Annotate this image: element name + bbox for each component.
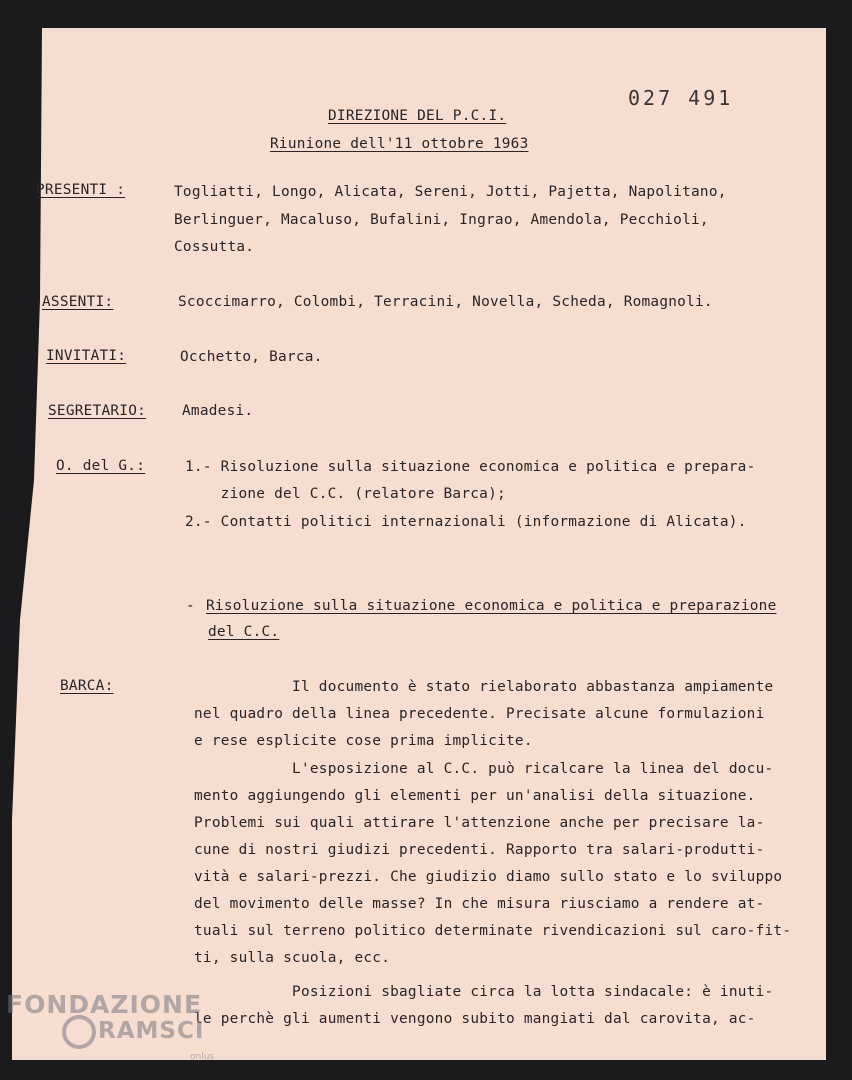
watermark-small: onlus [190, 1052, 215, 1062]
invitati-value: Occhetto, Barca. [180, 349, 323, 365]
speech-line: Il documento è stato rielaborato abbastanza ampiamente [194, 679, 774, 695]
section-heading: Risoluzione sulla situazione economica e politica e preparazione [206, 598, 777, 614]
document-number: 027 491 [628, 86, 734, 110]
speech-line: L'esposizione al C.C. può ricalcare la linea del docu- [194, 761, 774, 777]
presenti-label: PRESENTI : [36, 182, 126, 198]
section-heading: del C.C. [208, 624, 280, 640]
assenti-label: ASSENTI: [42, 294, 114, 310]
odg-line: 2.- Contatti politici internazionali (informazione di Alicata). [185, 514, 747, 530]
presenti-line: Togliatti, Longo, Alicata, Sereni, Jotti, Pajetta, Napolitano, [174, 184, 727, 200]
speech-line: cune di nostri giudizi precedenti. Rapporto tra salari-produtti- [194, 842, 765, 858]
document-title: DIREZIONE DEL P.C.I. [328, 108, 507, 124]
speaker-label: BARCA: [60, 678, 114, 694]
speech-line: le perchè gli aumenti vengono subito mangiati dal carovita, ac- [194, 1011, 756, 1027]
speech-line: tuali sul terreno politico determinate rivendicazioni sul caro-fit- [194, 923, 792, 939]
segretario-value: Amadesi. [182, 403, 254, 419]
watermark-line2: RAMSCI [98, 1018, 205, 1044]
speech-line: ti, sulla scuola, ecc. [194, 950, 391, 966]
speech-line: Posizioni sbagliate circa la lotta sindacale: è inuti- [194, 984, 774, 1000]
speech-line: vità e salari-prezzi. Che giudizio diamo sullo stato e lo sviluppo [194, 869, 783, 885]
watermark-line1: FONDAZIONE [6, 990, 203, 1019]
presenti-line: Berlinguer, Macaluso, Bufalini, Ingrao, Amendola, Pecchioli, [174, 212, 709, 228]
speech-line: nel quadro della linea precedente. Precisate alcune formulazioni [194, 706, 765, 722]
invitati-label: INVITATI: [46, 348, 127, 364]
watermark-g-icon [62, 1015, 96, 1049]
segretario-label: SEGRETARIO: [48, 403, 147, 419]
speech-line: Problemi sui quali attirare l'attenzione anche per precisare la- [194, 815, 765, 831]
odg-line: zione del C.C. (relatore Barca); [185, 486, 506, 502]
meeting-date: Riunione dell'11 ottobre 1963 [270, 136, 529, 152]
odg-label: O. del G.: [56, 458, 146, 474]
odg-line: 1.- Risoluzione sulla situazione economica e politica e prepara- [185, 459, 756, 475]
assenti-value: Scoccimarro, Colombi, Terracini, Novella, Scheda, Romagnoli. [178, 294, 713, 310]
speech-line: del movimento delle masse? In che misura riusciamo a rendere at- [194, 896, 765, 912]
speech-line: e rese esplicite cose prima implicite. [194, 733, 533, 749]
section-dash: - [186, 598, 195, 614]
speech-line: mento aggiungendo gli elementi per un'analisi della situazione. [194, 788, 756, 804]
presenti-line: Cossutta. [174, 239, 255, 255]
